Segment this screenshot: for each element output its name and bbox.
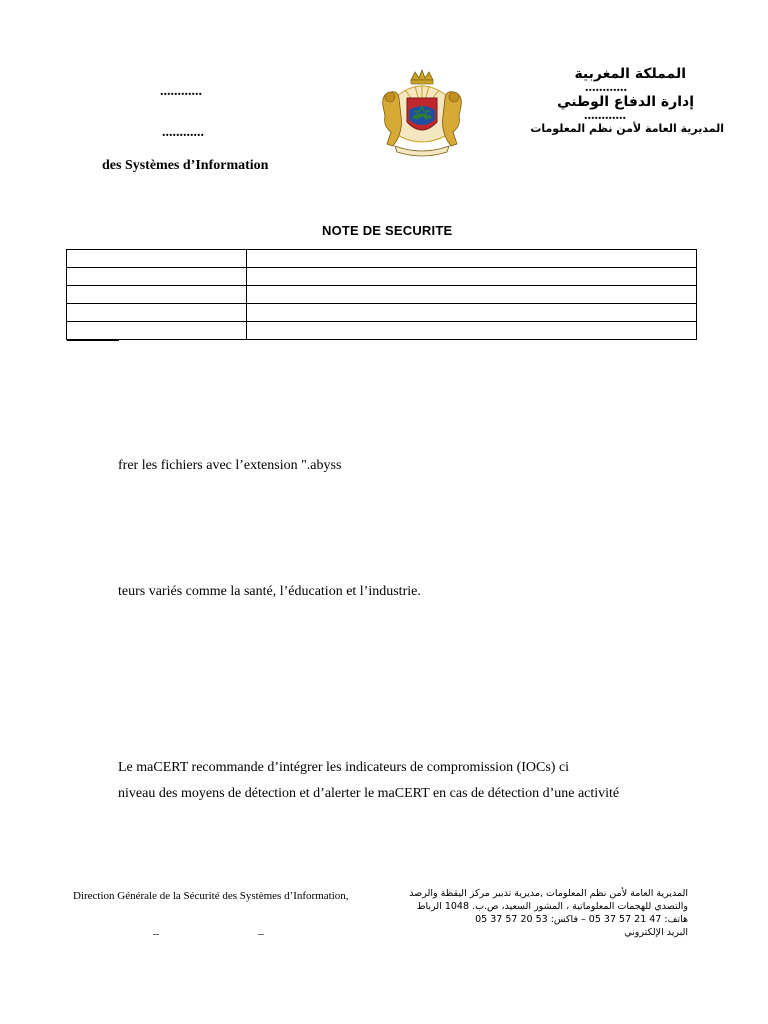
table-cell-label xyxy=(67,250,247,268)
header-department-name: des Systèmes d’Information xyxy=(102,158,269,173)
footer-arabic-phone-fax: هاتف: 47 21 57 37 05 – فاكس: 53 20 57 37 05 xyxy=(475,914,688,925)
footer-arabic-email: البريد الإلكتروني xyxy=(624,927,688,938)
table-underline-artifact xyxy=(67,340,119,341)
table-cell-value xyxy=(247,250,697,268)
footer-arabic-line-1: المديرية العامة لأمن نظم المعلومات ,مديرية تدبير مركز اليقظة والرصد xyxy=(409,888,688,899)
document-title: NOTE DE SECURITE xyxy=(322,223,453,238)
info-table xyxy=(66,249,697,340)
header-left-dots-2: ............ xyxy=(162,125,204,140)
table-cell-label xyxy=(67,322,247,340)
table-cell-label xyxy=(67,304,247,322)
coat-of-arms-emblem xyxy=(375,66,469,158)
table-row xyxy=(67,304,697,322)
paragraph-recommendation-line-1: Le maCERT recommande d’intégrer les indicateurs de compromission (IOCs) ci xyxy=(118,760,570,775)
header-arabic-directorate: المديرية العامة لأمن نظم المعلومات xyxy=(530,122,724,135)
table-cell-label xyxy=(67,286,247,304)
footer-arabic-line-2: والتصدي للهجمات المعلوماتية ، المشور السعيد، ص.ب. 1048 الرباط xyxy=(416,901,688,912)
table-row xyxy=(67,286,697,304)
table-row xyxy=(67,250,697,268)
table-cell-value xyxy=(247,286,697,304)
paragraph-recommendation-line-2: niveau des moyens de détection et d’alerter le maCERT en cas de détection d’une activité xyxy=(118,786,620,801)
header-arabic-defense-admin: إدارة الدفاع الوطني xyxy=(557,94,694,110)
paragraph-sectors: teurs variés comme la santé, l’éducation et l’industrie. xyxy=(118,584,421,599)
table-row xyxy=(67,322,697,340)
table-cell-value xyxy=(247,268,697,286)
paragraph-extension: frer les fichiers avec l’extension ".abyss xyxy=(118,458,342,473)
header-right-dots-1: ............ xyxy=(585,80,627,95)
table-row xyxy=(67,268,697,286)
header-arabic-kingdom: المملكة المغربية xyxy=(574,66,686,82)
header-right-dots-2: ............ xyxy=(584,108,626,123)
table-cell-value xyxy=(247,304,697,322)
footer-dash-2: – xyxy=(258,926,264,940)
table-cell-value xyxy=(247,322,697,340)
header-left-dots-1: ............ xyxy=(160,84,202,99)
footer-dash-1: – xyxy=(153,926,159,940)
table-cell-label xyxy=(67,268,247,286)
footer-directorate-name: Direction Générale de la Sécurité des Systèmes d’Information, xyxy=(73,890,349,902)
